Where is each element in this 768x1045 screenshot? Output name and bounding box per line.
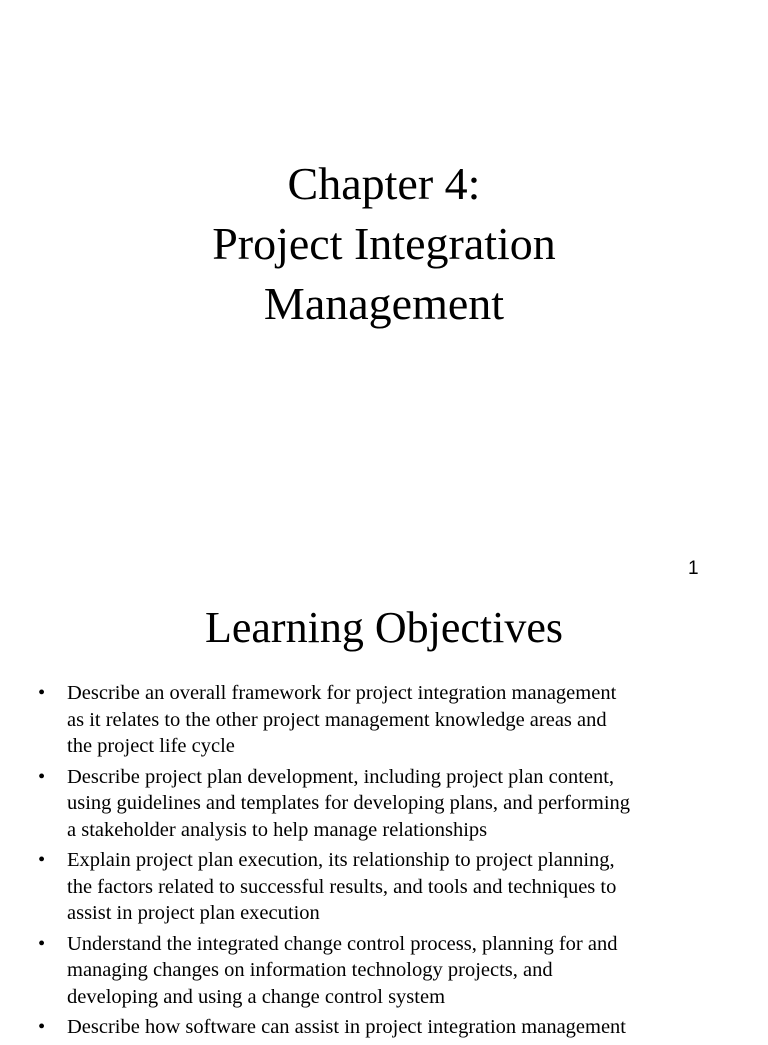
list-item <box>38 847 753 927</box>
bullet-icon: • <box>38 765 46 788</box>
chapter-title-line: Chapter 4: <box>287 158 481 209</box>
bullet-icon: • <box>38 1016 46 1038</box>
chapter-title-line: Management <box>263 278 505 329</box>
objective-text-line: developing and using a change control system <box>67 985 446 1008</box>
bullet-icon: • <box>38 849 46 871</box>
objective-text-line: assist in project plan execution <box>67 902 320 924</box>
page-number: 1 <box>688 558 699 579</box>
objective-text-line: a stakeholder analysis to help manage relationships <box>67 818 488 841</box>
bullet-icon: • <box>38 932 46 955</box>
objective-text-line: Describe how software can assist in project integration management <box>67 1016 627 1038</box>
learning-objectives-list <box>38 680 753 1045</box>
objective-text-line: using guidelines and templates for developing plans, and performing <box>67 792 631 814</box>
bullet-icon: • <box>38 682 46 704</box>
chapter-title-line: Project Integration <box>212 218 556 269</box>
objective-text-line: the factors related to successful results, and tools and techniques to <box>67 875 617 898</box>
objective-text-line: Describe an overall framework for project integration management <box>67 682 617 704</box>
slide-title: Learning Objectives <box>205 603 563 652</box>
objective-text-line: as it relates to the other project management knowledge areas and <box>67 708 607 731</box>
list-item <box>38 680 753 760</box>
chapter-title <box>0 154 768 334</box>
list-item <box>38 931 753 1011</box>
list-item <box>38 1014 753 1041</box>
list-item <box>38 764 753 844</box>
objective-text-line: Understand the integrated change control process, planning for and <box>67 932 618 955</box>
objective-text-line: managing changes on information technology projects, and <box>67 959 553 981</box>
objective-text-line: Describe project plan development, including project plan content, <box>67 765 615 788</box>
objective-text-line: the project life cycle <box>67 735 235 757</box>
objective-text-line: Explain project plan execution, its relationship to project planning, <box>67 849 615 871</box>
